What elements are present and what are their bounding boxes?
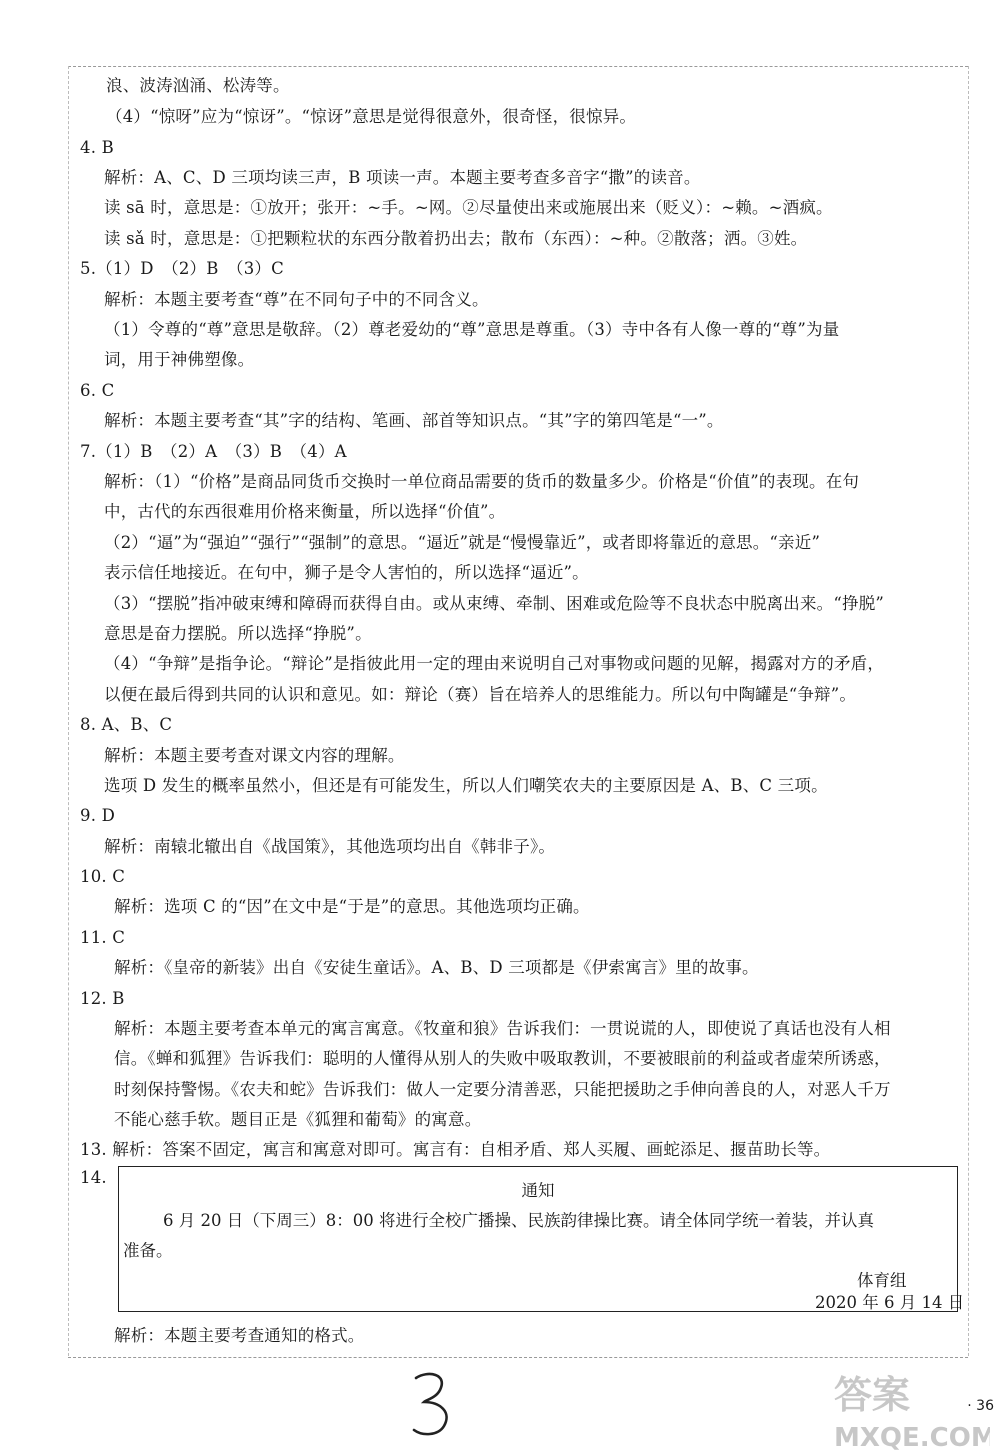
notice-box (118, 1166, 965, 1312)
notice-sender: 体育组 (857, 1271, 907, 1290)
notice-date: 2020 年 6 月 14 日 (815, 1293, 965, 1312)
notice-body-line: 准备。 (123, 1241, 173, 1260)
text-line: （2）“逼”为“强迫”“强行”“强制”的意思。“逼近”就是“慢慢靠近”，或者即将靠近的意思。“亲近” (104, 533, 821, 552)
text-line: 信。《蝉和狐狸》告诉我们：聪明的人懂得从别人的失败中吸取教训，不要被眼前的利益或者虚荣所诱惑， (114, 1049, 891, 1068)
text-line: 解析：A、C、D 三项均读三声，B 项读一声。本题主要考查多音字“撒”的读音。 (104, 168, 701, 187)
text-line: 解析：本题主要考查对课文内容的理解。 (104, 746, 405, 765)
answer-heading: 14. (80, 1168, 107, 1187)
handwritten-mark (410, 1370, 454, 1444)
answer-heading: 12. B (80, 989, 125, 1008)
text-line: 解析：《皇帝的新装》出自《安徒生童话》。A、B、D 三项都是《伊索寓言》里的故事。 (114, 958, 759, 977)
text-line: （4）“惊呀”应为“惊讶”。“惊讶”意思是觉得很意外，很奇怪，很惊异。 (106, 107, 637, 126)
page-number: · 36 (967, 1398, 994, 1414)
svg-text:MXQE.COM: MXQE.COM (834, 1423, 990, 1452)
text-line: 词，用于神佛塑像。 (104, 350, 255, 369)
handwritten-three-icon (410, 1370, 454, 1440)
text-line: 解析：本题主要考查“其”字的结构、笔画、部首等知识点。“其”字的第四笔是“一”。 (104, 411, 724, 430)
text-line: 不能心慈手软。题目正是《狐狸和葡萄》的寓意。 (114, 1110, 482, 1129)
text-line: 读 sā 时，意思是：①放开；张开：~手。~网。②尽量使出来或施展出来（贬义）：~赖。~酒疯。 (104, 198, 833, 217)
answer-heading: 7.（1）B （2）A （3）B （4）A (80, 442, 347, 461)
text-line: （1）令尊的“尊”意思是敬辞。（2）尊老爱幼的“尊”意思是尊重。（3）寺中各有人像一尊的“尊”为量 (104, 320, 840, 339)
text-line: 选项 D 发生的概率虽然小，但还是有可能发生，所以人们嘲笑农夫的主要原因是 A、B、C 三项。 (104, 776, 828, 795)
answer-heading: 9. D (80, 806, 116, 825)
answer-heading: 6. C (80, 381, 115, 400)
text-line: 解析：选项 C 的“因”在文中是“于是”的意思。其他选项均正确。 (114, 897, 590, 916)
answer-heading: 10. C (80, 867, 126, 886)
text-line: （4）“争辩”是指争论。“辩论”是指彼此用一定的理由来说明自己对事物或问题的见解，揭露对方的矛盾， (104, 654, 885, 673)
text-line: 读 sǎ 时，意思是：①把颗粒状的东西分散着扔出去；散布（东西）：~种。②散落；洒。③姓。 (104, 229, 808, 248)
answer-heading: 8. A、B、C (80, 715, 173, 734)
text-line: 表示信任地接近。在句中，狮子是令人害怕的，所以选择“逼近”。 (104, 563, 589, 582)
watermark-logo (830, 1366, 990, 1452)
text-line: 浪、波涛汹涌、松涛等。 (106, 76, 290, 95)
text-line: 解析：南辕北辙出自《战国策》，其他选项均出自《韩非子》。 (104, 837, 556, 856)
text-line: 解析：本题主要考查“尊”在不同句子中的不同含义。 (104, 290, 489, 309)
answer-heading: 13. 解析：答案不固定，寓言和寓意对即可。寓言有：自相矛盾、郑人买履、画蛇添足、揠苗助长等。 (80, 1140, 831, 1159)
text-line: （3）“摆脱”指冲破束缚和障碍而获得自由。或从束缚、牵制、困难或危险等不良状态中脱离出来。“挣脱” (104, 594, 885, 613)
notice-title: 通知 (521, 1181, 555, 1200)
text-line: 解析：本题主要考查通知的格式。 (114, 1326, 365, 1345)
notice-body-line: 6 月 20 日（下周三）8：00 将进行全校广播操、民族韵律操比赛。请全体同学统一着装，并认真 (163, 1211, 874, 1230)
answer-heading: 11. C (80, 928, 126, 947)
text-line: 解析：（1）“价格”是商品同货币交换时一单位商品需要的货币的数量多少。价格是“价值”的表现。在句 (104, 472, 860, 491)
text-line: 以便在最后得到共同的认识和意见。如：辩论（赛）旨在培养人的思维能力。所以句中陶罐是“争辩”。 (104, 685, 857, 704)
answer-heading: 4. B (80, 138, 114, 157)
text-line: 时刻保持警惕。《农夫和蛇》告诉我们：做人一定要分清善恶，只能把援助之手伸向善良的人，对恶人千万 (114, 1080, 891, 1099)
text-line: 解析：本题主要考查本单元的寓言寓意。《牧童和狼》告诉我们：一贯说谎的人，即使说了真话也没有人相 (114, 1019, 891, 1038)
svg-text:答案: 答案 (834, 1373, 911, 1417)
text-line: 中，古代的东西很难用价格来衡量，所以选择“价值”。 (104, 502, 506, 521)
answer-heading: 5.（1）D （2）B （3）C (80, 259, 284, 278)
text-line: 意思是奋力摆脱。所以选择“挣脱”。 (104, 624, 372, 643)
frame-right-edge (968, 66, 969, 1356)
frame-left-edge (68, 66, 69, 1356)
